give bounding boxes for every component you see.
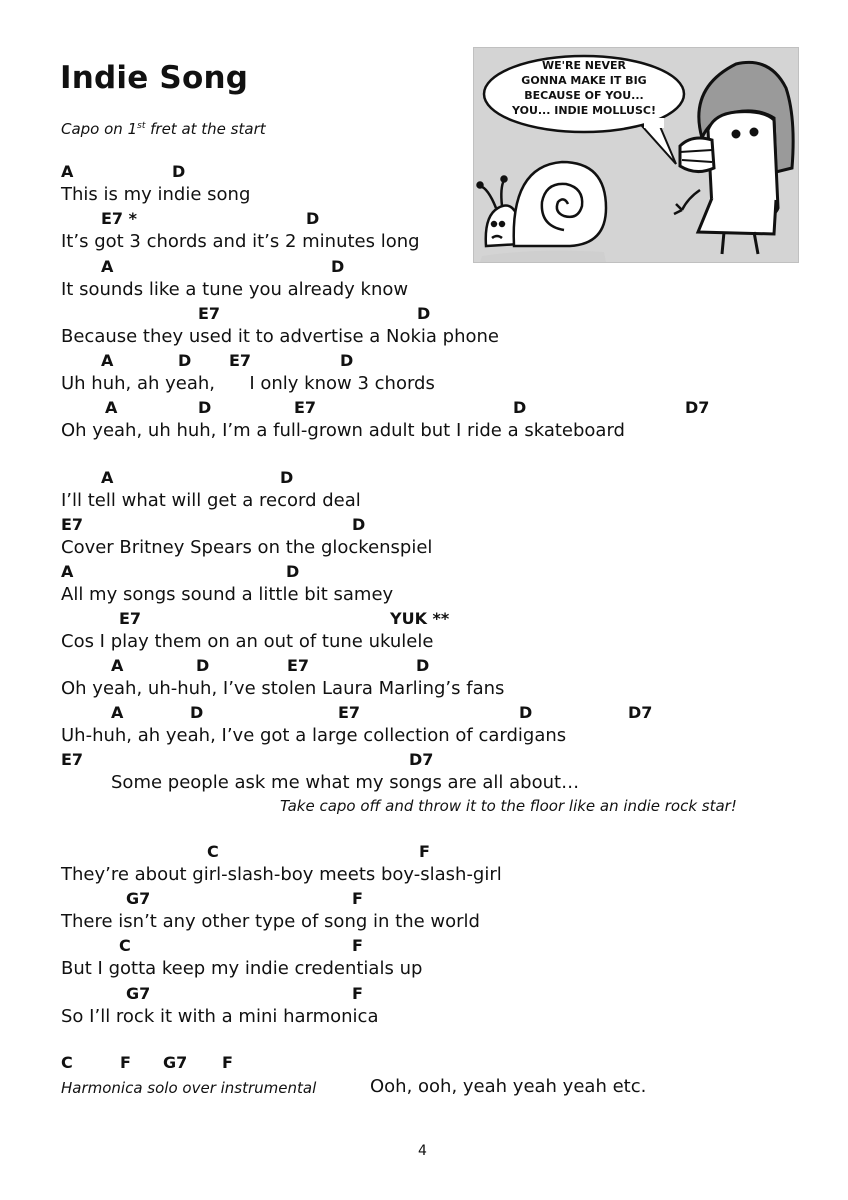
chord: D bbox=[513, 398, 527, 417]
chord: D bbox=[178, 351, 192, 370]
lyric-line: It sounds like a tune you already know bbox=[61, 279, 409, 300]
instrumental-note: Harmonica solo over instrumental bbox=[61, 1079, 317, 1097]
chord: A bbox=[101, 257, 114, 276]
lyric-line: They’re about girl-slash-boy meets boy-slash-girl bbox=[61, 864, 502, 885]
lyric-line: Uh huh, ah yeah, I only know 3 chords bbox=[61, 373, 435, 394]
chord: A bbox=[101, 351, 114, 370]
chord: A bbox=[61, 562, 74, 581]
chord: E7 bbox=[338, 703, 361, 722]
lyric-line: Some people ask me what my songs are all about… bbox=[111, 772, 580, 793]
chord: D bbox=[331, 257, 345, 276]
chord: F bbox=[352, 936, 363, 955]
chord: D bbox=[352, 515, 366, 534]
page-number: 4 bbox=[418, 1143, 427, 1159]
lyric-line: Oh yeah, uh huh, I’m a full-grown adult but I ride a skateboard bbox=[61, 420, 625, 441]
chord: C bbox=[207, 842, 219, 861]
chord: G7 bbox=[126, 889, 151, 908]
speech-line-4: YOU... INDIE MOLLUSC! bbox=[512, 104, 656, 117]
chord: F bbox=[120, 1053, 131, 1072]
chord: D7 bbox=[628, 703, 653, 722]
lyric-line: Ooh, ooh, yeah yeah yeah etc. bbox=[370, 1076, 647, 1097]
lyric-line: Oh yeah, uh-huh, I’ve stolen Laura Marling’s fans bbox=[61, 678, 505, 699]
chord: F bbox=[352, 889, 363, 908]
chord: D bbox=[280, 468, 294, 487]
chord: F bbox=[419, 842, 430, 861]
chord: E7 * bbox=[101, 209, 137, 228]
chord: D bbox=[306, 209, 320, 228]
snail-icon bbox=[478, 162, 607, 262]
speech-line-2: GONNA MAKE IT BIG bbox=[521, 74, 647, 87]
chord: E7 bbox=[287, 656, 310, 675]
chord: D bbox=[519, 703, 533, 722]
chord: C bbox=[61, 1053, 73, 1072]
chord: D bbox=[286, 562, 300, 581]
chord: D bbox=[198, 398, 212, 417]
performance-note: Take capo off and throw it to the floor like an indie rock star! bbox=[280, 797, 737, 815]
speech-line-3: BECAUSE OF YOU... bbox=[524, 89, 644, 102]
lyric-line: There isn’t any other type of song in the world bbox=[61, 911, 480, 932]
lyric-line: Because they used it to advertise a Nokia phone bbox=[61, 326, 499, 347]
cartoon-illustration bbox=[473, 47, 799, 263]
chord: A bbox=[111, 656, 124, 675]
lyric-line: Uh-huh, ah yeah, I’ve got a large collection of cardigans bbox=[61, 725, 567, 746]
chord: G7 bbox=[126, 984, 151, 1003]
chord: A bbox=[61, 162, 74, 181]
chord: D bbox=[172, 162, 186, 181]
chord: D7 bbox=[685, 398, 710, 417]
capo-instruction: Capo on 1st fret at the start bbox=[61, 120, 266, 138]
chord: D bbox=[416, 656, 430, 675]
chord: A bbox=[105, 398, 118, 417]
chord: F bbox=[352, 984, 363, 1003]
chord: E7 bbox=[294, 398, 317, 417]
lyric-line: But I gotta keep my indie credentials up bbox=[61, 958, 423, 979]
chord: E7 bbox=[229, 351, 252, 370]
chord: A bbox=[101, 468, 114, 487]
chord: A bbox=[111, 703, 124, 722]
chord: E7 bbox=[198, 304, 221, 323]
lyric-line: Cos I play them on an out of tune ukulele bbox=[61, 631, 434, 652]
lyric-line: It’s got 3 chords and it’s 2 minutes long bbox=[61, 231, 420, 252]
lyric-line: So I’ll rock it with a mini harmonica bbox=[61, 1006, 379, 1027]
chord: D bbox=[196, 656, 210, 675]
chord: E7 bbox=[61, 515, 84, 534]
speech-line-1: WE'RE NEVER bbox=[541, 59, 627, 72]
chord: E7 bbox=[61, 750, 84, 769]
lyric-line: This is my indie song bbox=[61, 184, 251, 205]
lyric-line: I’ll tell what will get a record deal bbox=[61, 490, 361, 511]
chord: F bbox=[222, 1053, 233, 1072]
lyric-line: All my songs sound a little bit samey bbox=[61, 584, 394, 605]
chord: C bbox=[119, 936, 131, 955]
chord: E7 bbox=[119, 609, 142, 628]
chord: YUK ** bbox=[390, 609, 450, 628]
chord: G7 bbox=[163, 1053, 188, 1072]
chord: D7 bbox=[409, 750, 434, 769]
song-title: Indie Song bbox=[60, 60, 249, 96]
chord: D bbox=[190, 703, 204, 722]
person-icon bbox=[674, 62, 793, 254]
chord: D bbox=[417, 304, 431, 323]
lyric-line: Cover Britney Spears on the glockenspiel bbox=[61, 537, 433, 558]
chord: D bbox=[340, 351, 354, 370]
